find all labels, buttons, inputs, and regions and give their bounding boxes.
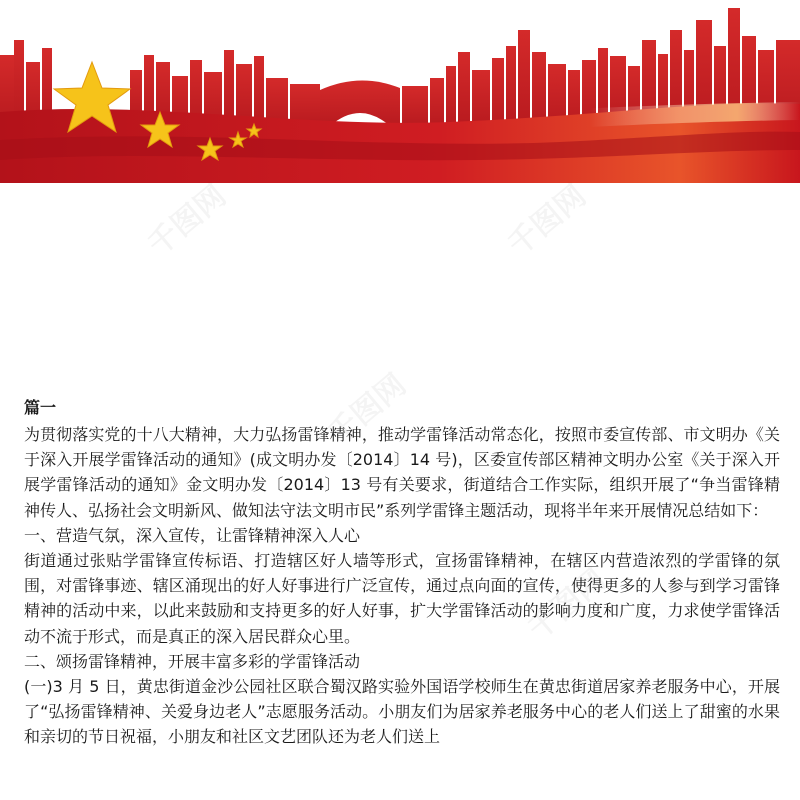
paragraph: 为贯彻落实党的十八大精神，大力弘扬雷锋精神，推动学雷锋活动常态化，按照市委宣传部、市文明办《关于深入开展学雷锋活动的通知》(成文明办发〔2014〕14 号)，区委宣传部区精神文明办公室《关于深入开展学雷锋活动的通知》金文明办发〔2014〕13 号有关要求，街道结合工作实际，组织开展了“争当雷锋精神传人、弘扬社会文明新风、做知法守法文明市民”系列学雷锋主题活动，现将半年来开展情况总结如下： [24,425,780,520]
document-body [24,398,780,750]
subheading: 一、营造气氛，深入宣传，让雷锋精神深入人心 [24,525,361,545]
section-heading: 篇一 [24,398,57,417]
watermark [496,172,593,264]
watermark [136,172,233,264]
subheading: 二、颂扬雷锋精神，开展丰富多彩的学雷锋活动 [24,651,361,671]
header-banner [0,0,800,183]
paragraph: 街道通过张贴学雷锋宣传标语、打造辖区好人墙等形式，宣扬雷锋精神，在辖区内营造浓烈的学雷锋的氛围，对雷锋事迹、辖区涌现出的好人好事进行广泛宣传，通过点向面的宣传，使得更多的人参与到学习雷锋精神的活动中来，以此来鼓励和支持更多的好人好事，扩大学雷锋活动的影响力度和广度，力求使学雷锋活动不流于形式，而是真正的深入居民群众心里。 [24,551,780,646]
paragraph: (一)3 月 5 日，黄忠街道金沙公园社区联合蜀汉路实验外国语学校师生在黄忠街道居家养老服务中心，开展了“弘扬雷锋精神、关爱身边老人”志愿服务活动。小朋友们为居家养老服务中心的老人们送上了甜蜜的水果和亲切的节日祝福，小朋友和社区文艺团队还为老人们送上 [24,677,780,747]
red-skyline-illustration [0,0,800,183]
